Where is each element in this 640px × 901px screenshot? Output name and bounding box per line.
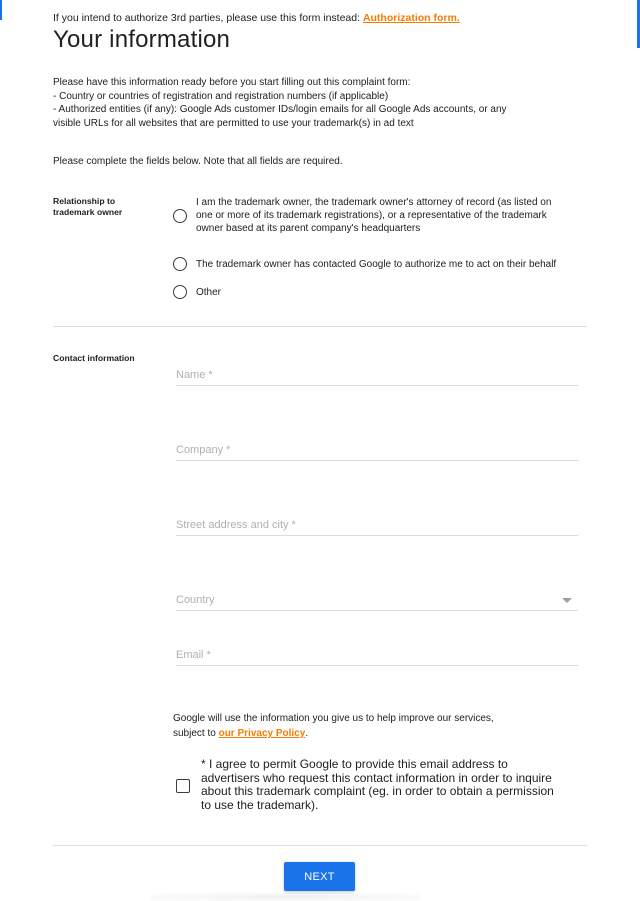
street-address-field[interactable] — [176, 515, 578, 536]
info-line: Please have this information ready before you start filling out this complaint form: — [53, 77, 411, 88]
radio-option-owner[interactable] — [173, 196, 551, 235]
street-placeholder: Street address and city * — [176, 519, 296, 531]
info-line: visible URLs for all websites that are permitted to use your trademark(s) in ad text — [53, 117, 414, 129]
radio-button[interactable] — [173, 285, 187, 299]
window-edge-left — [0, 0, 2, 20]
dropdown-arrow-icon[interactable] — [562, 598, 572, 603]
name-placeholder: Name * — [176, 369, 213, 381]
info-line: - Authorized entities (if any): Google Ads customer IDs/login emails for all Google Ads accounts, or any — [53, 104, 507, 115]
name-field[interactable] — [176, 365, 578, 386]
radio-button[interactable] — [173, 257, 187, 271]
info-block — [53, 76, 507, 130]
relationship-label: Relationship to trademark owner — [53, 196, 123, 217]
radio-option-authorized[interactable] — [173, 257, 556, 271]
country-placeholder: Country — [176, 594, 215, 606]
radio-label: The trademark owner has contacted Google to authorize me to act on their behalf — [196, 258, 557, 270]
consent-checkbox[interactable] — [176, 779, 190, 793]
country-select[interactable] — [176, 590, 578, 611]
required-note: Please complete the fields below. Note that all fields are required. — [53, 156, 343, 167]
email-field[interactable] — [176, 645, 578, 666]
radio-option-other[interactable] — [173, 285, 221, 299]
privacy-policy-link[interactable]: our Privacy Policy — [218, 728, 306, 739]
bottom-shadow — [150, 893, 420, 901]
next-button[interactable]: NEXT — [284, 862, 355, 891]
section-divider — [53, 326, 587, 327]
radio-button[interactable] — [173, 209, 187, 223]
info-line: - Country or countries of registration and registration numbers (if applicable) — [53, 90, 389, 102]
radio-label: Other — [196, 286, 222, 298]
authorization-note: If you intend to authorize 3rd parties, please use this form instead: Authorization form. — [53, 12, 460, 24]
consent-label: * I agree to permit Google to provide this email address to advertisers who request this contact information in order to inquire about this trademark complaint (eg. in order to obtain a permission to use the trademark). — [201, 757, 554, 812]
authorization-form-link[interactable]: Authorization form. — [362, 12, 460, 24]
radio-label: I am the trademark owner, the trademark owner's attorney of record (as listed on one or more of its trademark registrations), or a representative of the trademark owner based at its parent company's headquarters — [196, 197, 552, 234]
email-placeholder: Email * — [176, 649, 211, 661]
page-title: Your information — [53, 26, 231, 53]
section-divider — [53, 845, 587, 846]
privacy-notice: Google will use the information you give us to help improve our services, subject to our Privacy Policy. — [173, 713, 494, 739]
company-field[interactable] — [176, 440, 578, 461]
company-placeholder: Company * — [176, 444, 231, 456]
contact-label: Contact information — [53, 353, 135, 363]
